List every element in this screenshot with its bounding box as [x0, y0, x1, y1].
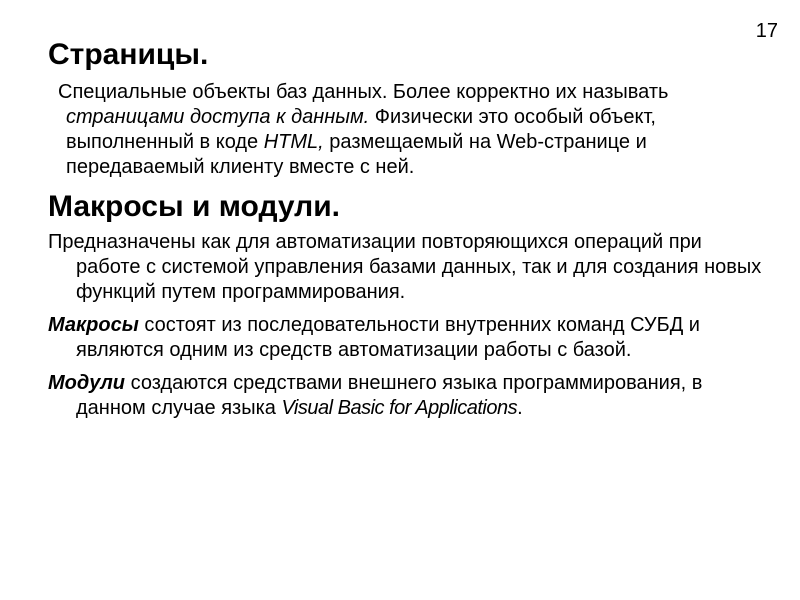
- pages-desc-text-1: Специальные объекты баз данных. Более корректно их называть: [58, 81, 669, 103]
- heading-macros-modules: Макросы и модули.: [48, 190, 340, 223]
- pages-desc-text-3: размещаемый на Web-странице и передаваемый клиенту вместе с ней.: [66, 131, 647, 178]
- pages-description: [48, 80, 768, 180]
- heading-pages: Страницы.: [48, 38, 209, 71]
- macros-text: состоят из последовательности внутренних команд СУБД и являются одним из средств автоматизации работы с базой.: [76, 314, 700, 361]
- modules-language: Visual Basic for Applications: [281, 397, 518, 419]
- modules-term: Модули: [48, 372, 126, 394]
- macros-term: Макросы: [48, 314, 139, 336]
- modules-end: .: [517, 397, 523, 419]
- slide-content: [48, 38, 768, 421]
- pages-desc-italic-1: страницами доступа к данным.: [66, 106, 370, 128]
- modules-text: создаются средствами внешнего языка программирования, в данном случае языка: [76, 372, 703, 419]
- pages-desc-text-2: Физически это особый объект, выполненный в коде: [66, 106, 656, 153]
- pages-desc-italic-2: HTML,: [263, 131, 324, 153]
- macros-description: [48, 313, 768, 363]
- modules-description: [48, 371, 768, 421]
- macros-modules-purpose: Предназначены как для автоматизации повторяющихся операций при работе с системой управления базами данных, так и для создания новых функций путем программирования.: [48, 231, 762, 303]
- slide-number: 17: [755, 20, 778, 42]
